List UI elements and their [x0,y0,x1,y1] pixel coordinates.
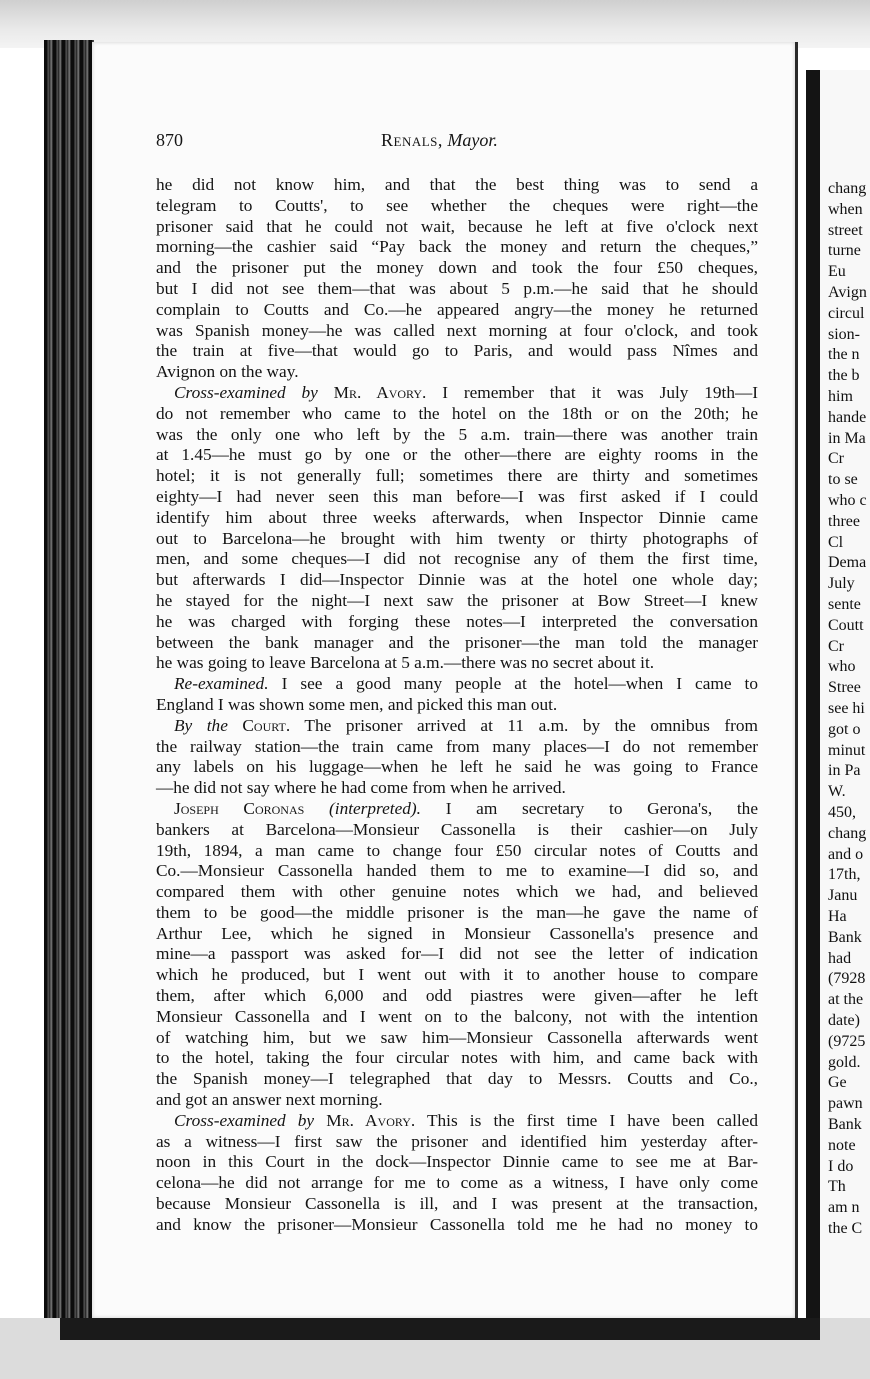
text-line [156,487,758,508]
text-line [156,716,758,737]
facing-page-fragment: Coutt [828,616,864,634]
line-text: any labels on his luggage—when he left he said he was going to France [156,757,758,777]
text-line [156,196,758,217]
line-text: he was charged with forging these notes—I interpreted the conversation [156,611,758,631]
line-text: was the only one who left by the 5 a.m. train—there was another train [156,424,758,444]
facing-page-fragment: the n [828,346,860,364]
line-text: he stayed for the night—I next saw the prisoner at Bow Street—I knew [156,590,758,610]
line-text: celona—he did not arrange for me to come as a witness, I have only come [156,1173,758,1193]
line-text: compared them with other genuine notes which we had, and believed [156,882,758,902]
facing-page-fragment: W. [828,783,846,801]
facing-page-fragment: Cr [828,637,844,655]
line-text: bankers at Barcelona—Monsieur Cassonella is their cashier—on July [156,819,758,839]
line-text: This is the first time I have been called [426,1110,758,1130]
line-text: identify him about three weeks afterwards, when Inspector Dinnie came [156,507,758,527]
text-line [156,861,758,882]
facing-page-fragment: got o [828,720,861,738]
line-text: of watching him, but we saw him—Monsieur Cassonella afterwards went [156,1027,758,1047]
line-text: noon in this Court in the dock—Inspector Dinnie came to see me at Bar- [156,1152,758,1172]
facing-page-fragment: Bank [828,1116,862,1133]
facing-page-fragment: turne [828,242,861,260]
line-text: I see a good many people at the hotel—when I came to [281,674,758,694]
line-text: between the bank manager and the prisoner—the man told the manager [156,632,758,652]
line-text: but I did not see them—that was about 5 p.m.—he said that he should [156,278,758,298]
facing-page-fragment: to se [828,471,858,489]
text-line [156,404,758,425]
text-line [156,1090,758,1111]
facing-page-fragment: (9725 [828,1032,866,1050]
facing-page-fragment: minut [828,741,866,759]
line-text: Co.—Monsieur Cassonella handed them to me to examine—I did so, and [156,861,758,881]
line-text: morning—the cashier said “Pay back the money and return the cheques,” [156,237,758,257]
witness-name: Joseph Coronas [174,798,305,818]
line-text: telegram to Coutts', to see whether the cheques were right—the [156,195,758,215]
facing-page-fragment: Eu [828,263,846,281]
text-line [156,944,758,965]
examiner-name: Mr. Avory. [333,382,427,402]
page-number: 870 [156,130,183,150]
text-line [156,924,758,945]
line-text: I am secretary to Gerona's, the [445,798,758,818]
line-text: Monsieur Cassonella and I went on to the balcony, not with the intention [156,1006,758,1026]
line-text: was Spanish money—he was called next morning at four o'clock, and took [156,320,758,340]
examiner-name: Court. [242,715,291,735]
text-line [156,321,758,342]
facing-page-fragment: pawn [828,1095,863,1113]
line-text: hotel; it is not generally full; sometimes there are thirty and sometimes [156,466,758,486]
text-line [156,362,758,383]
facing-page-fragment: and o [828,845,864,863]
line-text: as a witness—I first saw the prisoner and identified him yesterday after- [156,1131,758,1151]
facing-page-fragment: sente [828,596,861,613]
line-text: England I was shown some men, and picked this man out. [156,694,558,714]
text-line [156,237,758,258]
text-line [156,300,758,321]
text-line [156,570,758,591]
line-text: the Spanish money—I telegraphed that day to Messrs. Coutts and Co., [156,1069,758,1089]
text-line [156,383,758,404]
facing-page-fragment: him [828,388,853,405]
examiner-name: Mr. Avory. [326,1110,416,1130]
line-text: The prisoner arrived at 11 a.m. by the omnibus from [304,715,758,735]
scan-top-edge [0,0,870,48]
examination-label: Cross-examined by [174,382,318,402]
facing-page-fragment: see hi [828,700,865,717]
text-line [156,1173,758,1194]
facing-page-fragment: Stree [828,679,861,697]
scan-bottom-edge [0,1318,870,1379]
facing-page-fragment: Cr [828,450,844,468]
text-line [156,591,758,612]
text-line [156,1007,758,1028]
line-text: out to Barcelona—he brought with him twenty or thirty photographs of [156,528,758,548]
line-text: and the prisoner put the money down and took the four £50 cheques, [156,258,758,278]
facing-page-fragment: chang [828,824,867,842]
line-text: he did not know him, and that the best thing was to send a [156,175,758,194]
facing-page-fragment: at the [828,991,864,1009]
text-line [156,529,758,550]
text-line [156,1069,758,1090]
facing-page-fragment: circul [828,304,865,322]
text-line [156,258,758,279]
line-text: because Monsieur Cassonella is ill, and I was present at the transaction, [156,1194,758,1214]
facing-page-fragment: chang [828,180,867,197]
text-line [156,653,758,674]
line-text: mine—a passport was asked for—I did not see the letter of indication [156,944,758,964]
line-text: which he produced, but I went out with it to another house to compare [156,965,758,985]
text-line [156,175,758,196]
facing-page-fragment: gold. [828,1053,861,1071]
facing-page-edge [806,70,870,1340]
text-line [156,903,758,924]
text-line [156,466,758,487]
line-text: —he did not say where he had come from when he arrived. [156,778,566,798]
text-line [156,757,758,778]
page-body-text [156,175,758,1236]
witness-note: (interpreted). [329,798,421,818]
line-text: I remember that it was July 19th—I [442,382,758,402]
facing-page-fragment: (7928 [828,970,866,988]
text-line [156,1215,758,1236]
text-line [156,217,758,238]
facing-page-fragment: the b [828,367,860,385]
facing-page-fragment: 17th, [828,866,861,884]
facing-page-fragment: July [828,575,855,593]
facing-page-fragment: Cl [828,533,844,551]
line-text: at 1.45—he must go by one or the other—there are eighty rooms in the [156,445,758,465]
text-line [156,778,758,799]
text-line [156,841,758,862]
facing-page-fragment: Avign [828,284,867,301]
text-line [156,508,758,529]
line-text: 19th, 1894, a man came to change four £50 circular notes of Coutts and [156,840,758,860]
facing-page-fragment: in Ma [828,429,866,447]
facing-page-fragment: Ha [828,908,847,925]
text-line [156,1028,758,1049]
running-header [156,130,756,156]
book-binding [44,40,94,1336]
text-line [156,445,758,466]
line-text: prisoner said that he could not wait, because he left at five o'clock next [156,216,758,236]
line-text: men, and some cheques—I did not recognise any of them the first time, [156,549,758,569]
text-line [156,1048,758,1069]
text-line [156,1111,758,1132]
facing-page-fragment: had [828,949,852,967]
text-line [156,986,758,1007]
text-line [156,695,758,716]
text-line [156,549,758,570]
facing-page-fragment: Th [828,1178,846,1196]
facing-page-fragment: Ge [828,1074,847,1092]
text-line [156,425,758,446]
facing-page-fragment: 450, [828,804,856,821]
line-text: do not remember who came to the hotel on the 18th or on the 20th; he [156,403,758,423]
facing-page-fragment: who c [828,492,867,509]
text-line [156,882,758,903]
line-text: the train at five—that would go to Paris, and would pass Nîmes and [156,341,758,361]
line-text: but afterwards I did—Inspector Dinnie was at the hotel one whole day; [156,570,758,590]
text-line [156,799,758,820]
line-text: them, after which 6,000 and odd piastres were given—after he left [156,986,758,1006]
line-text: eighty—I had never seen this man before—I was first asked if I could [156,486,758,506]
text-line [156,674,758,695]
text-line [156,633,758,654]
running-title [381,130,498,151]
examination-label: Cross-examined by [174,1110,315,1130]
facing-page-fragment: sion- [828,325,860,343]
line-text: he was going to leave Barcelona at 5 a.m.—there was no secret about it. [156,653,655,673]
facing-page-fragment: three [828,512,860,530]
facing-page-fragment: note [828,1136,856,1154]
running-title-name: Renals, [381,130,443,150]
line-text: and got an answer next morning. [156,1090,383,1110]
line-text: and know the prisoner—Monsieur Cassonella told me he had no money to [156,1214,758,1234]
line-text: them to be good—the middle prisoner is the man—he gave the name of [156,902,758,922]
examination-label: By the [174,715,228,735]
facing-page-fragment: am n [828,1199,860,1217]
facing-page-fragment: Dema [828,554,867,572]
line-text: Avignon on the way. [156,362,299,382]
text-line [156,279,758,300]
examination-label: Re-examined. [174,674,269,694]
text-line [156,341,758,362]
text-line [156,1194,758,1215]
facing-page-fragment: Bank [828,928,862,946]
running-title-role: Mayor. [447,130,498,150]
facing-page-fragment: who [828,658,856,676]
text-line [156,612,758,633]
text-line [156,965,758,986]
facing-page-fragment: date) [828,1012,860,1029]
text-line [156,737,758,758]
facing-page-fragment: the C [828,1220,863,1237]
facing-page-fragment: in Pa [828,762,861,780]
facing-page-fragment: street [828,221,863,239]
facing-page-fragment: I do [828,1157,854,1175]
facing-page-fragment: hande [828,408,867,426]
line-text: the railway station—the train came from many places—I do not remember [156,736,758,756]
text-line [156,1132,758,1153]
facing-page-fragment: when [828,200,863,218]
line-text: Arthur Lee, which he signed in Monsieur Cassonella's presence and [156,923,758,943]
line-text: complain to Coutts and Co.—he appeared angry—the money he returned [156,299,758,319]
text-line [156,1152,758,1173]
text-line [156,820,758,841]
line-text: to the hotel, taking the four circular notes with him, and came back with [156,1048,758,1068]
facing-page-fragment: Janu [828,887,858,905]
